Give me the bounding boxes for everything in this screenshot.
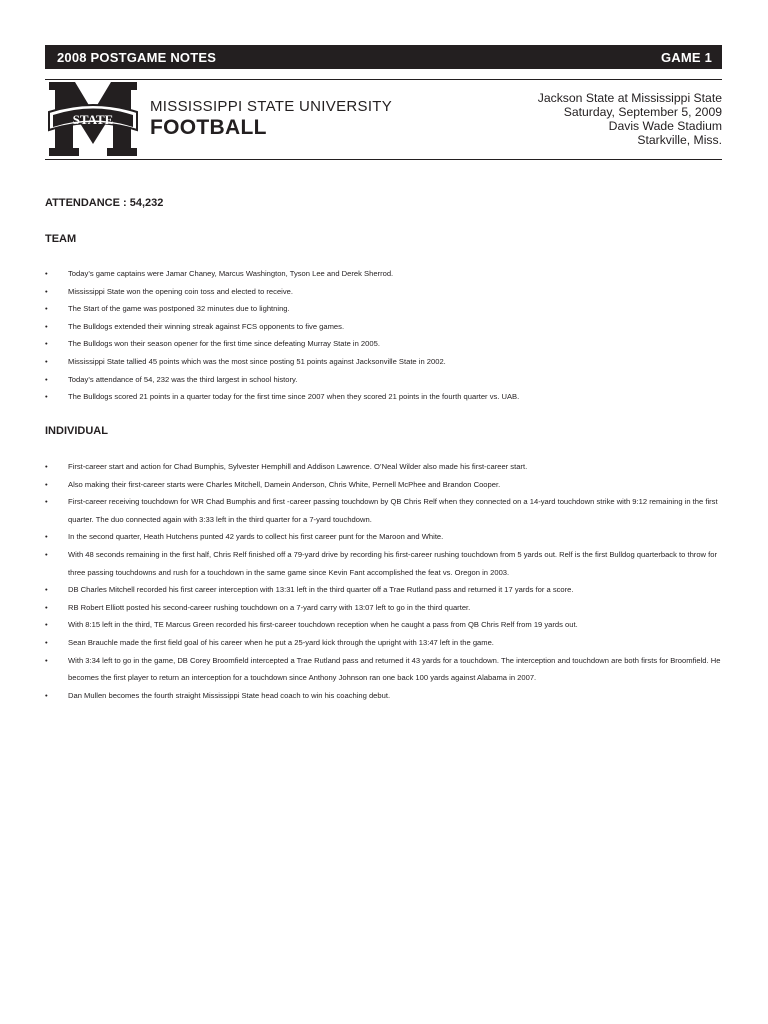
list-item: • Today’s game captains were Jamar Chaney, Marcus Washington, Tyson Lee and Derek Sherrod.	[45, 265, 725, 283]
game-info	[538, 91, 722, 147]
list-item: • The Start of the game was postponed 32 minutes due to lightning.	[45, 300, 725, 318]
list-item: • DB Charles Mitchell recorded his first career interception with 13:31 left in the third quarter off a Trae Rutland pass and returned it 17 yards for a score.	[45, 581, 725, 599]
list-item: • With 8:15 left in the third, TE Marcus Green recorded his first-career touchdown reception when he caught a pass from QB Chris Relf from 19 yards out.	[45, 616, 725, 634]
header-bottom-rule	[45, 159, 722, 160]
sport-title: FOOTBALL	[150, 116, 267, 139]
list-item: • First-career start and action for Chad Bumphis, Sylvester Hemphill and Addison Lawrence. O’Neal Wilder also made his first-career start.	[45, 458, 725, 476]
team-heading: TEAM	[45, 233, 77, 245]
postgame-label: 2008 POSTGAME NOTES	[57, 49, 217, 65]
game-number-label: GAME 1	[660, 49, 712, 65]
list-item: • Dan Mullen becomes the fourth straight Mississippi State head coach to win his coaching debut.	[45, 687, 725, 705]
list-item: • Also making their first-career starts were Charles Mitchell, Damein Anderson, Chris White, Pernell McPhee and Brandon Cooper.	[45, 476, 725, 494]
attendance-heading: ATTENDANCE : 54,232	[45, 197, 164, 209]
list-item: • With 48 seconds remaining in the first half, Chris Relf finished off a 79-yard drive by recording his first-career rushing touchdown from 5 yards out. Relf is the first Bulldog quarterback to throw for three passing touchdowns and rush for a touchdown in the same game since Kevin Fant accomplished the feat vs. Oregon in 2003.	[45, 546, 725, 581]
stadium-line: Davis Wade Stadium	[608, 119, 722, 133]
list-item: • The Bulldogs won their season opener for the first time since defeating Murray State in 2005.	[45, 335, 725, 353]
list-item: • The Bulldogs scored 21 points in a quarter today for the first time since 2007 when they scored 21 points in the fourth quarter vs. UAB.	[45, 388, 725, 406]
list-item: • With 3:34 left to go in the game, DB Corey Broomfield intercepted a Trae Rutland pass and returned it 43 yards for a touchdown. The interception and touchdown are both firsts for Broomfield. He becomes the first player to return an interception for a touchdown since Anthony Johnson ran one back 100 yards against Alabama in 2007.	[45, 652, 725, 687]
msu-logo	[45, 82, 141, 156]
matchup-line: Jackson State at Mississippi State	[537, 91, 722, 105]
individual-notes-list	[45, 458, 725, 704]
date-line: Saturday, September 5, 2009	[563, 105, 722, 119]
list-item: • Mississippi State won the opening coin toss and elected to receive.	[45, 283, 725, 301]
individual-heading: INDIVIDUAL	[45, 425, 108, 437]
header-top-rule	[45, 79, 722, 80]
postgame-banner	[45, 45, 722, 69]
svg-text:STATE: STATE	[72, 112, 114, 127]
list-item: • In the second quarter, Heath Hutchens punted 42 yards to collect his first career punt for the Maroon and White.	[45, 528, 725, 546]
location-line: Starkville, Miss.	[637, 133, 722, 147]
list-item: • Today’s attendance of 54, 232 was the third largest in school history.	[45, 371, 725, 389]
university-name: MISSISSIPPI STATE UNIVERSITY	[150, 98, 393, 115]
list-item: • First-career receiving touchdown for WR Chad Bumphis and first -career passing touchdown by QB Chris Relf when they connected on a 14-yard touchdown strike with 9:12 remaining in the first quarter. The duo connected again with 3:33 left in the third quarter for a 7-yard touchdown.	[45, 493, 725, 528]
list-item: • Mississippi State tallied 45 points which was the most since posting 51 points against Jacksonville State in 2002.	[45, 353, 725, 371]
list-item: • The Bulldogs extended their winning streak against FCS opponents to five games.	[45, 318, 725, 336]
list-item: • Sean Brauchle made the first field goal of his career when he put a 25-yard kick through the upright with 13:47 left in the game.	[45, 634, 725, 652]
team-notes-list	[45, 265, 725, 406]
list-item: • RB Robert Elliott posted his second-career rushing touchdown on a 7-yard carry with 13:07 left to go in the third quarter.	[45, 599, 725, 617]
